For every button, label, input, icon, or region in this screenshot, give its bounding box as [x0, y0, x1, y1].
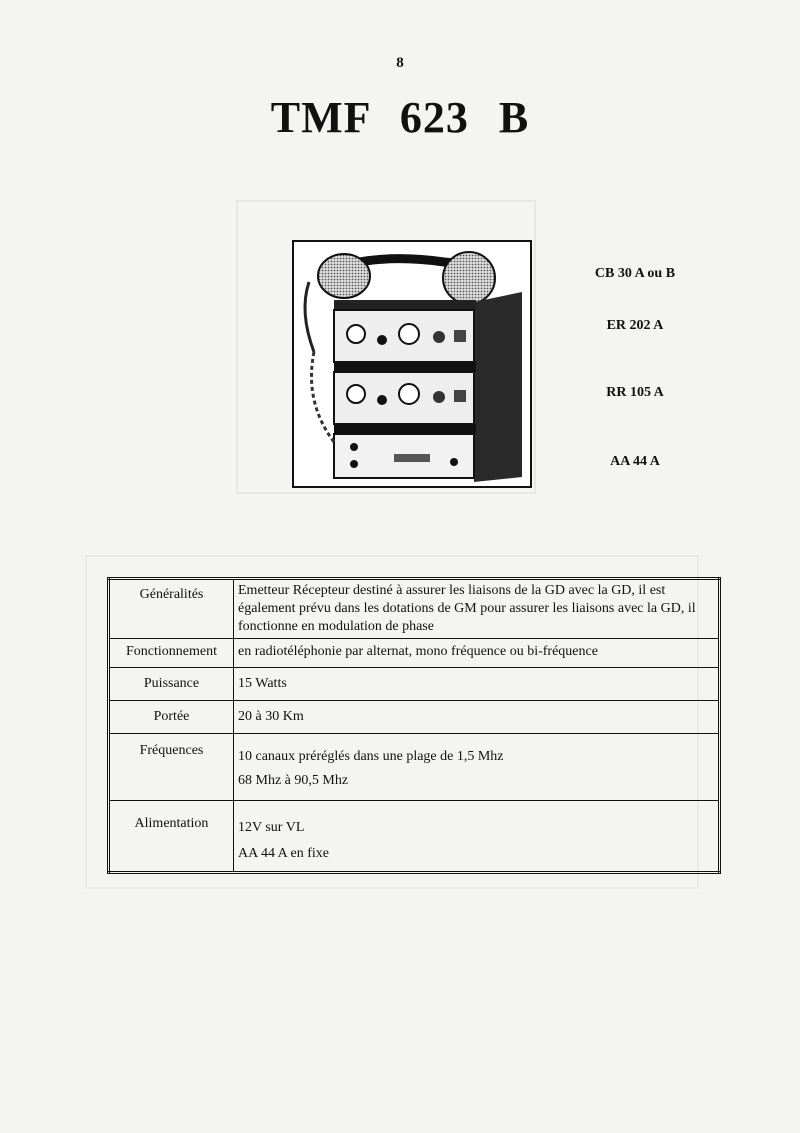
spec-value-group: [234, 734, 720, 801]
equipment-label: CB 30 A ou B: [594, 266, 676, 281]
spec-key: Puissance: [109, 668, 234, 701]
spec-key: Fonctionnement: [109, 639, 234, 668]
spec-value: 12V sur VL: [238, 820, 305, 835]
spec-key: Généralités: [109, 579, 234, 639]
spec-value: 68 Mhz à 90,5 Mhz: [238, 773, 349, 788]
radio-stack-illustration: [294, 242, 530, 486]
equipment-label: ER 202 A: [606, 318, 664, 333]
equipment-label: RR 105 A: [606, 385, 664, 400]
spec-key: Portée: [109, 701, 234, 734]
spec-value: 20 à 30 Km: [234, 701, 720, 734]
equipment-photo: [292, 240, 532, 488]
spec-value: en radiotéléphonie par alternat, mono fréquence ou bi-fréquence: [234, 639, 720, 668]
table-row: [109, 668, 720, 701]
table-row: [109, 579, 720, 639]
page-title: TMF 623 B: [270, 93, 530, 142]
spec-value: AA 44 A en fixe: [238, 846, 329, 861]
page-number: 8: [396, 55, 404, 71]
table-row: [109, 701, 720, 734]
spec-value: 10 canaux préréglés dans une plage de 1,5 Mhz: [238, 749, 504, 764]
spec-value: 15 Watts: [234, 668, 720, 701]
spec-value: Emetteur Récepteur destiné à assurer les liaisons de la GD avec la GD, il est également prévu dans les dotations de GM pour assurer les liaisons avec la GD, il fonctionne en modulation de phase: [234, 579, 720, 639]
equipment-label: AA 44 A: [610, 454, 660, 469]
spec-value-group: [234, 801, 720, 873]
spec-key: Fréquences: [109, 734, 234, 801]
table-row: [109, 639, 720, 668]
table-row: [109, 801, 720, 873]
spec-key: Alimentation: [109, 801, 234, 873]
table-row: [109, 734, 720, 801]
specifications-table: [107, 577, 721, 874]
